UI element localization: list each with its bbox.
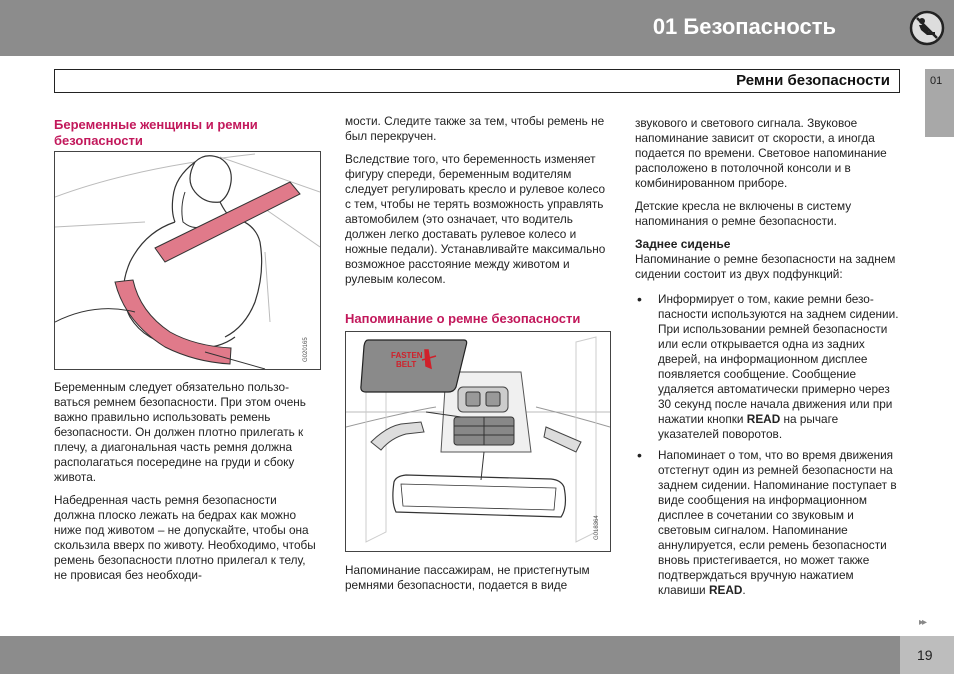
- figure-ceiling-console: [345, 331, 611, 552]
- paragraph: Напоминание о ремне безопасности на заднем сидении состоит из двух подфункций:: [635, 252, 896, 281]
- pregnant-woman-illustration: [55, 152, 320, 369]
- paragraph: мости. Следите также за тем, чтобы ремень не был перекручен.: [345, 114, 605, 143]
- column-2-heading: [345, 311, 611, 327]
- page-number-box: [900, 636, 954, 674]
- chapter-tab-number: 01: [930, 75, 943, 87]
- column-3: [635, 116, 901, 604]
- fasten-belt-indicator-text-2: BELT: [396, 360, 417, 369]
- read-key-label: READ: [708, 583, 743, 597]
- heading-seatbelt-reminder: Напоминание о ремне безопасности: [345, 311, 581, 326]
- column-2: [345, 114, 611, 295]
- bullet-text: на рычаге указателей поворотов.: [658, 412, 839, 441]
- paragraph: Беременным следует обязательно пользоваться ремнем безопасности. При этом очень важно правильно использовать ремень безопасности. Он должен плотно прилегать к плечу, а диагональная часть ремня должна располагаться посередине на груди и сбоку живота.: [54, 380, 306, 484]
- page-number: 19: [917, 647, 933, 663]
- footer-bar: [0, 636, 900, 674]
- paragraph: Набедренная часть ремня безопасности должна плоско лежать на бедрах как можно ниже под животом – не допускайте, чтобы она скользила вверх по животу. Необходимо, чтобы ремень безопасности плотно прилегал к телу, не провисая без необходи-: [54, 493, 316, 582]
- bullet-text: Информирует о том, какие ремни безопасности используются на заднем сидении. При использовании ремней безопасности или если открывается одна из задних дверей, на информационном дисплее появляется сообщение. Сообщение удаляется автоматически примерно через 30 секунд после начала движения или при нажатии кнопки: [658, 292, 899, 426]
- list-item: [635, 448, 901, 598]
- column-1: [54, 117, 320, 149]
- header-bar: [0, 0, 900, 56]
- figure-caption: Напоминание пассажирам, не пристегнутым ремнями безопасности, подается в виде: [345, 563, 590, 592]
- no-airbag-warning-icon: [909, 10, 945, 46]
- subheading-rear-seat: Заднее сиденье: [635, 237, 731, 251]
- ceiling-console-illustration: [346, 332, 610, 551]
- list-item: [635, 292, 901, 442]
- safety-warning-icon-box: [900, 0, 954, 56]
- bullet-list: [635, 292, 901, 598]
- chapter-title: 01 Безопасность: [652, 14, 836, 39]
- figure-code: G020165: [303, 337, 309, 362]
- read-key-label: READ: [746, 412, 781, 426]
- heading-pregnant-women: Беременные женщины и ремни безопасности: [54, 117, 258, 148]
- paragraph: Детские кресла не включены в систему напоминания о ремне безопасности.: [635, 199, 852, 228]
- bullet-text: Напоминает о том, что во время движения отстегнут один из ремней безопасности на заднем сидении. Напоминание поступает в виде сообщения на информационном дисплее в сочетании со звуковым и световым сигналом. Напоминание аннулируется, если ремень безопасности вновь пристегивается, но может также подтверждаться вручную нажатием клавиши: [658, 448, 897, 597]
- column-2-caption: [345, 563, 611, 601]
- column-1-text: [54, 380, 320, 591]
- section-title: Ремни безопасности: [736, 72, 890, 89]
- chapter-tab: [925, 69, 954, 137]
- section-bar: [54, 69, 900, 93]
- paragraph: Вследствие того, что беременность изменяет фигуру спереди, беременным водителям следует регулировать кресло и рулевое колесо с тем, чтобы не терять возможность управлять автомобилем (это означает, что водитель должен легко доставать рулевое колесо и ножные педали). Устанавливайте максимально возможное расстояние между животом и рулевым колесом.: [345, 152, 606, 286]
- fasten-belt-indicator-text-1: FASTEN: [391, 351, 423, 360]
- figure-pregnant-woman-seatbelt: [54, 151, 321, 370]
- next-page-arrow-icon[interactable]: ▸▸: [919, 617, 926, 628]
- paragraph: звукового и светового сигнала. Звуковое напоминание зависит от скорости, а иногда подается по времени. Световое напоминание расположено в потолочной консоли и в комбинированном приборе.: [635, 116, 887, 190]
- figure-code: G018364: [594, 515, 600, 540]
- bullet-text: .: [742, 583, 746, 597]
